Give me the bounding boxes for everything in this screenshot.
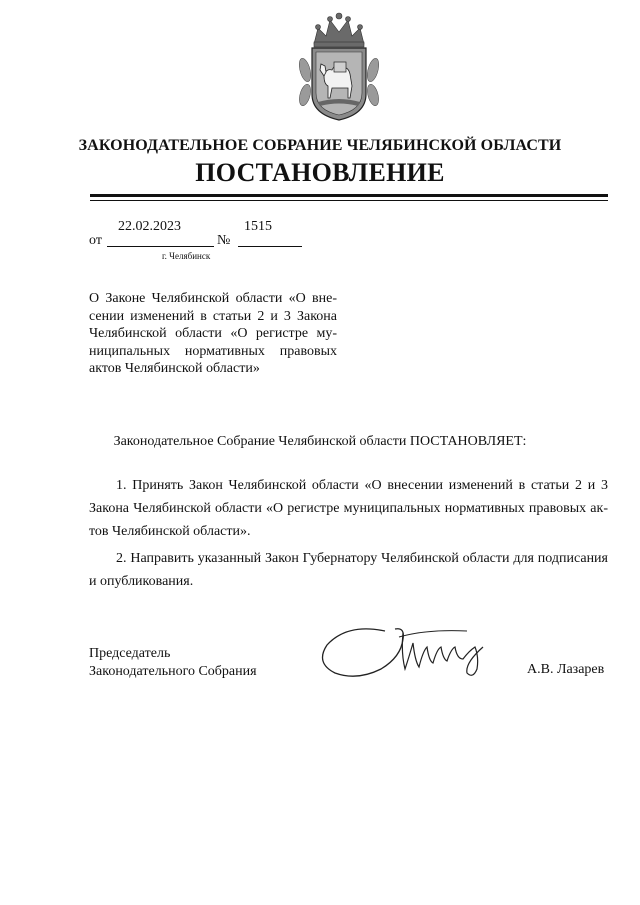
- document-type-heading: ПОСТАНОВЛЕНИЕ: [195, 158, 445, 187]
- document-subject: О Законе Челябинской области «О внесении изменений в статьи 2 и 3 Закона Челябинской области «О регистре муниципальных нормативных правовых актов Челябинской области»: [89, 291, 337, 376]
- number-sign-label: №: [217, 233, 231, 248]
- signer-name: А.В. Лазарев: [527, 662, 605, 677]
- preamble-text: Законодательное Собрание Челябинской области ПОСТАНОВЛЯЕТ:: [113, 434, 527, 449]
- signer-title: [89, 645, 257, 681]
- header-divider-thick: [90, 194, 608, 197]
- signer-title-line: Законодательного Собрания: [89, 664, 257, 679]
- city-label: г. Челябинск: [162, 251, 211, 261]
- resolution-item: 1. Принять Закон Челябинской области «О внесении изменений в статьи 2 и 3 Закона Челябинской области «О регистре муниципальных нормативных правовых актов Челябинской области».: [89, 478, 608, 539]
- number-underline: [238, 246, 302, 247]
- organization-title: ЗАКОНОДАТЕЛЬНОЕ СОБРАНИЕ ЧЕЛЯБИНСКОЙ ОБЛАСТИ: [78, 137, 562, 154]
- date-prefix-label: от: [89, 233, 102, 248]
- signer-title-line: Председатель: [89, 646, 171, 661]
- handwritten-signature-icon: [317, 617, 517, 687]
- date-underline: [107, 246, 214, 247]
- document-date: 22.02.2023: [118, 219, 181, 234]
- coat-of-arms-icon: [296, 10, 382, 122]
- document-number: 1515: [244, 219, 272, 234]
- resolution-item: 2. Направить указанный Закон Губернатору Челябинской области для подписания и опубликования.: [89, 551, 608, 589]
- header-divider-thin: [90, 200, 608, 201]
